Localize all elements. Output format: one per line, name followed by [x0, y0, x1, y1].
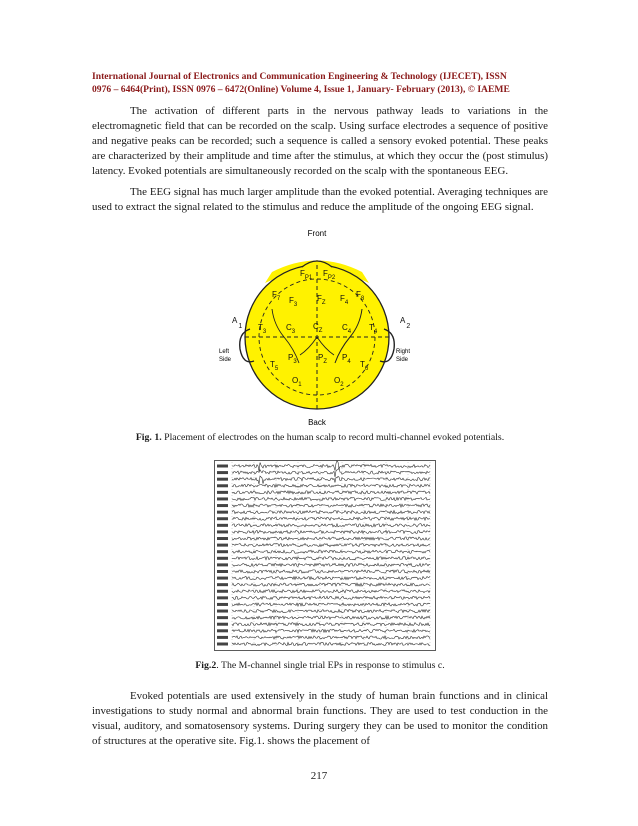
eeg-channel-label: [217, 590, 228, 593]
right-side-label-1: Right: [396, 349, 411, 355]
journal-header: [92, 70, 562, 96]
right-side-label-2: Side: [396, 357, 409, 363]
eeg-channel-label: [217, 636, 228, 639]
electrode-o2: $O_2$: [334, 376, 344, 388]
electrode-f3: $F_3$: [289, 296, 298, 308]
eeg-channel-label: [217, 491, 228, 494]
electrode-t4: $T_4$: [369, 323, 378, 335]
electrode-t3: $T_3$: [258, 323, 267, 335]
electrode-p3: $P_3$: [288, 353, 297, 365]
figure-2-caption-text: . The M-channel single trial EPs in response to stimulus c.: [216, 660, 445, 671]
electrode-t6: $T_6$: [360, 360, 369, 372]
eeg-channel-label: [217, 484, 228, 487]
eeg-channel-label: [217, 524, 228, 527]
paragraph-2: [92, 185, 548, 215]
figure-1-caption-label: Fig. 1.: [135, 432, 162, 443]
eeg-channel-label: [217, 577, 228, 580]
paragraph-1-text: The activation of different parts in the nervous pathway leads to variations in the electromagnetic field that can be recorded on the scalp. Using surface electrodes a sequence of positive and negative peaks can be recorded; such a sequence is called a sensory evoked potential. These peaks are characterized by their amplitude and time after the stimulus, at which they occur the (post stimulus) latency. Evoked potentials are simultaneously recorded on the scalp with the spontaneous EEG.: [92, 105, 548, 177]
eeg-channel-label: [217, 497, 228, 500]
eeg-channel-label: [217, 537, 228, 540]
eeg-channel-label: [217, 517, 228, 520]
eeg-channel-label: [217, 530, 228, 533]
electrode-f7: $F_7$: [272, 290, 281, 302]
electrode-fp1: $F_{P1}$: [300, 269, 313, 281]
eeg-frame: [215, 461, 436, 651]
front-label: Front: [307, 229, 327, 238]
eeg-channel-label: [217, 629, 228, 632]
figure-2-caption-label: Fig.2: [195, 660, 217, 671]
electrode-a1: A1: [232, 316, 243, 330]
electrode-f4: $F_4$: [340, 294, 349, 306]
electrode-t5: $T_5$: [270, 360, 279, 372]
eeg-channel-label: [217, 570, 228, 573]
paragraph-1: [92, 104, 548, 179]
eeg-channel-label: [217, 471, 228, 474]
eeg-channel-label: [217, 478, 228, 481]
figure-1-caption: [92, 432, 548, 443]
electrode-o1: $O_1$: [292, 376, 302, 388]
electrode-a2: A2: [400, 316, 411, 330]
eeg-channel-label: [217, 557, 228, 560]
eeg-channel-label: [217, 623, 228, 626]
electrode-placement-figure: [214, 225, 424, 431]
eeg-channel-label: [217, 596, 228, 599]
electrode-cz: $C_Z$: [313, 322, 323, 334]
paragraph-3: [92, 689, 548, 749]
left-side-label-2: Side: [219, 357, 232, 363]
journal-header-line2: 0976 – 6464(Print), ISSN 0976 – 6472(Online) Volume 4, Issue 1, January- February (2013), © IAEME: [92, 84, 510, 95]
paragraph-2-text: The EEG signal has much larger amplitude than the evoked potential. Averaging techniques are used to extract the signal related to the stimulus and reduce the amplitude of the ongoing EEG signal.: [92, 186, 548, 213]
eeg-channel-label: [217, 511, 228, 514]
figure-2-caption: [92, 660, 548, 671]
back-label: Back: [308, 418, 326, 427]
electrode-c4: $C_4$: [342, 323, 352, 335]
journal-header-line1: International Journal of Electronics and Communication Engineering & Technology (IJECET), ISSN: [92, 71, 507, 82]
paragraph-3-text: Evoked potentials are used extensively in the study of human brain functions and in clinical investigations to study normal and abnormal brain functions. They are used to test conduction in the visual, auditory, and somatosensory systems. During surgery they can be used to monitor the condition of structures at the operative site. Fig.1. shows the placement of: [92, 690, 548, 747]
eeg-channel-label: [217, 504, 228, 507]
eeg-traces-figure: [214, 460, 436, 652]
electrode-fp2: $F_{P2}$: [323, 269, 336, 281]
eeg-channel-label: [217, 550, 228, 553]
left-side-label-1: Left: [219, 349, 230, 355]
eeg-channel-label: [217, 563, 228, 566]
eeg-channel-label: [217, 544, 228, 547]
page-number: 217: [310, 770, 328, 782]
eeg-channel-label: [217, 583, 228, 586]
electrode-f8: $F_8$: [356, 290, 365, 302]
eeg-channel-label: [217, 465, 228, 468]
eeg-channel-label: [217, 643, 228, 646]
electrode-fz: $F_Z$: [317, 294, 326, 306]
eeg-channel-label: [217, 616, 228, 619]
eeg-channel-label: [217, 610, 228, 613]
electrode-p4: $P_4$: [342, 353, 351, 365]
figure-1-caption-text: Placement of electrodes on the human scalp to record multi-channel evoked potentials.: [161, 432, 505, 443]
electrode-c3: $C_3$: [286, 323, 296, 335]
eeg-channel-label: [217, 603, 228, 606]
electrode-pz: $P_Z$: [318, 353, 328, 365]
